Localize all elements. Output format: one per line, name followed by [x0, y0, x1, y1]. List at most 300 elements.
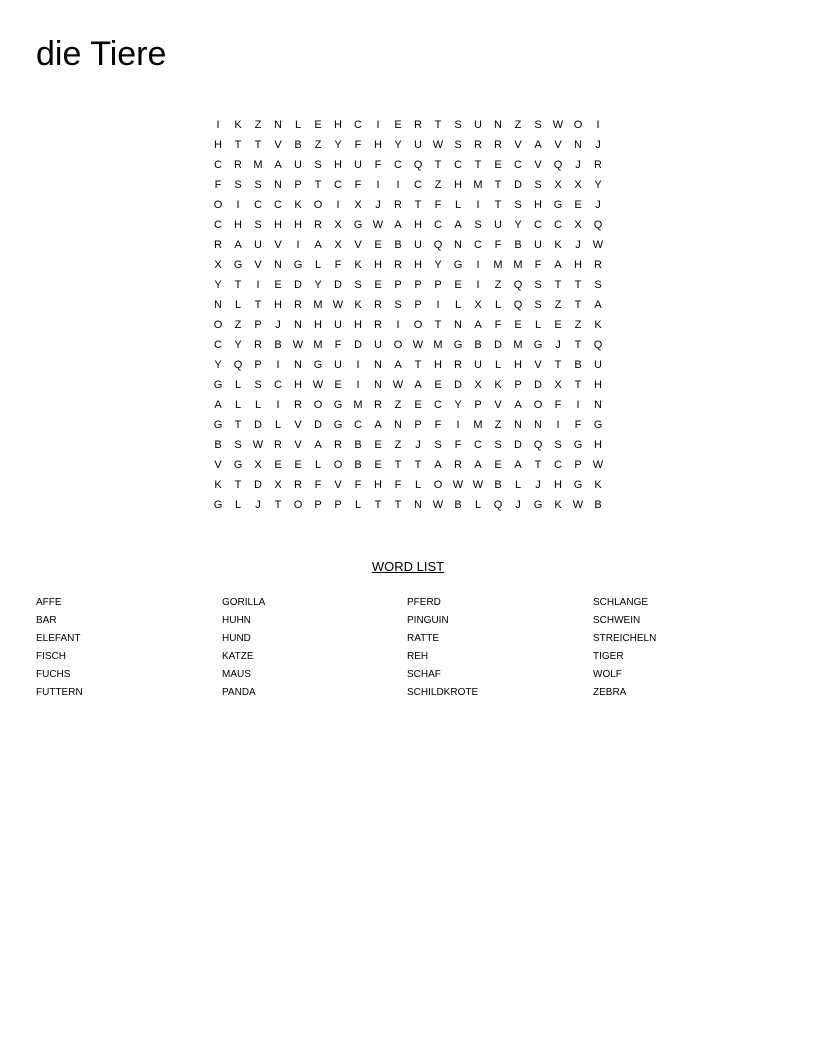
- grid-letter: H: [374, 479, 382, 491]
- grid-letter: C: [254, 199, 262, 211]
- grid-letter: L: [274, 419, 282, 431]
- grid-letter: W: [552, 119, 564, 131]
- grid-letter: H: [274, 299, 282, 311]
- grid-letter: T: [414, 459, 422, 471]
- grid-letter: B: [294, 139, 302, 151]
- grid-letter: Z: [254, 119, 262, 131]
- grid-letter: H: [454, 179, 462, 191]
- grid-letter: D: [454, 379, 462, 391]
- grid-letter: Q: [513, 299, 523, 311]
- grid-letter: S: [394, 299, 402, 311]
- grid-letter: W: [432, 499, 444, 511]
- grid-letter: Z: [554, 299, 562, 311]
- grid-letter: L: [234, 399, 242, 411]
- grid-letter: C: [274, 379, 282, 391]
- grid-letter: L: [234, 379, 242, 391]
- grid-letter: F: [394, 479, 402, 491]
- grid-letter: A: [394, 359, 402, 371]
- word-list-item: AFFE: [36, 597, 62, 608]
- grid-letter: V: [274, 239, 282, 251]
- grid-row: [208, 255, 608, 275]
- grid-letter: Q: [553, 159, 563, 171]
- grid-letter: K: [554, 239, 562, 251]
- grid-letter: W: [572, 499, 584, 511]
- grid-letter: J: [575, 239, 581, 251]
- grid-letter: X: [274, 479, 282, 491]
- grid-letter: G: [533, 339, 543, 351]
- grid-letter: R: [474, 139, 482, 151]
- word-list-item: TIGER: [593, 651, 624, 662]
- word-list-item: HUND: [222, 633, 251, 644]
- grid-letter: U: [474, 359, 482, 371]
- grid-letter: K: [354, 259, 362, 271]
- grid-letter: W: [412, 339, 424, 351]
- grid-letter: N: [274, 259, 282, 271]
- grid-letter: M: [313, 299, 323, 311]
- grid-letter: H: [274, 219, 282, 231]
- grid-letter: T: [434, 159, 442, 171]
- grid-letter: A: [314, 239, 322, 251]
- grid-letter: G: [573, 479, 583, 491]
- word-list-item: SCHILDKROTE: [407, 687, 479, 698]
- grid-letter: T: [494, 199, 502, 211]
- grid-letter: O: [213, 199, 223, 211]
- grid-letter: S: [534, 119, 542, 131]
- grid-letter: F: [534, 259, 542, 271]
- grid-letter: U: [334, 359, 342, 371]
- grid-letter: R: [494, 139, 502, 151]
- grid-letter: K: [234, 119, 242, 131]
- grid-letter: L: [254, 399, 262, 411]
- grid-letter: O: [213, 319, 223, 331]
- grid-letter: G: [293, 259, 303, 271]
- grid-letter: L: [534, 319, 542, 331]
- grid-letter: E: [494, 159, 502, 171]
- grid-letter: B: [594, 499, 602, 511]
- grid-letter: C: [214, 339, 222, 351]
- grid-letter: W: [372, 219, 384, 231]
- grid-letter: I: [596, 119, 600, 131]
- grid-letter: H: [414, 219, 422, 231]
- grid-letter: Q: [513, 279, 523, 291]
- grid-letter: V: [534, 159, 542, 171]
- grid-letter: Q: [533, 439, 543, 451]
- grid-letter: S: [534, 279, 542, 291]
- grid-letter: W: [292, 339, 304, 351]
- grid-letter: O: [573, 119, 583, 131]
- grid-letter: F: [214, 179, 222, 191]
- grid-letter: Q: [233, 359, 243, 371]
- grid-letter: F: [374, 159, 382, 171]
- grid-letter: J: [415, 439, 421, 451]
- grid-letter: T: [494, 179, 502, 191]
- grid-letter: O: [313, 399, 323, 411]
- grid-letter: S: [454, 139, 462, 151]
- grid-row: [208, 315, 608, 335]
- grid-letter: G: [233, 259, 243, 271]
- grid-letter: M: [353, 399, 363, 411]
- grid-letter: E: [374, 239, 382, 251]
- word-list-column: [593, 594, 773, 702]
- grid-letter: X: [554, 379, 562, 391]
- grid-letter: G: [213, 419, 223, 431]
- grid-letter: H: [294, 219, 302, 231]
- grid-letter: T: [434, 319, 442, 331]
- word-list-item: FISCH: [36, 651, 66, 662]
- grid-letter: R: [394, 259, 402, 271]
- grid-letter: N: [294, 319, 302, 331]
- grid-letter: D: [334, 279, 342, 291]
- grid-letter: A: [514, 399, 522, 411]
- grid-letter: Z: [394, 399, 402, 411]
- grid-letter: E: [554, 319, 562, 331]
- grid-letter: W: [472, 479, 484, 491]
- grid-letter: O: [433, 479, 443, 491]
- grid-letter: Z: [494, 419, 502, 431]
- grid-letter: L: [514, 479, 522, 491]
- grid-letter: C: [414, 179, 422, 191]
- grid-letter: P: [254, 359, 262, 371]
- grid-letter: H: [534, 199, 542, 211]
- grid-letter: T: [254, 299, 262, 311]
- grid-letter: Z: [434, 179, 442, 191]
- grid-letter: Q: [433, 239, 443, 251]
- grid-letter: Y: [434, 259, 442, 271]
- grid-letter: D: [514, 179, 522, 191]
- grid-letter: I: [296, 239, 300, 251]
- grid-letter: V: [334, 479, 342, 491]
- grid-letter: E: [394, 119, 402, 131]
- grid-letter: C: [474, 439, 482, 451]
- grid-letter: G: [313, 359, 323, 371]
- grid-letter: I: [476, 259, 480, 271]
- grid-letter: I: [236, 199, 240, 211]
- grid-letter: I: [356, 379, 360, 391]
- grid-letter: R: [594, 159, 602, 171]
- word-list-item: BAR: [36, 615, 57, 626]
- word-list-item: ZEBRA: [593, 687, 627, 698]
- grid-letter: P: [574, 459, 582, 471]
- grid-letter: W: [392, 379, 404, 391]
- grid-letter: J: [595, 139, 601, 151]
- grid-letter: U: [494, 219, 502, 231]
- grid-letter: B: [474, 339, 482, 351]
- grid-letter: R: [414, 119, 422, 131]
- grid-letter: C: [554, 459, 562, 471]
- grid-letter: N: [214, 299, 222, 311]
- grid-letter: N: [534, 419, 542, 431]
- grid-letter: L: [234, 299, 242, 311]
- grid-letter: I: [576, 399, 580, 411]
- grid-letter: P: [474, 399, 482, 411]
- grid-letter: J: [515, 499, 521, 511]
- grid-letter: K: [294, 199, 302, 211]
- grid-letter: L: [454, 299, 462, 311]
- grid-letter: P: [434, 279, 442, 291]
- grid-letter: P: [414, 299, 422, 311]
- grid-letter: I: [396, 179, 400, 191]
- grid-letter: P: [394, 279, 402, 291]
- grid-letter: H: [314, 319, 322, 331]
- grid-letter: N: [574, 139, 582, 151]
- grid-letter: B: [514, 239, 522, 251]
- grid-letter: N: [294, 359, 302, 371]
- grid-letter: H: [434, 359, 442, 371]
- grid-letter: R: [394, 199, 402, 211]
- grid-letter: K: [214, 479, 222, 491]
- grid-letter: I: [436, 299, 440, 311]
- grid-letter: G: [533, 499, 543, 511]
- grid-letter: U: [594, 359, 602, 371]
- grid-letter: H: [294, 379, 302, 391]
- grid-letter: U: [374, 339, 382, 351]
- grid-letter: Y: [314, 279, 322, 291]
- grid-letter: F: [354, 179, 362, 191]
- grid-letter: S: [454, 119, 462, 131]
- grid-letter: M: [513, 259, 523, 271]
- grid-letter: S: [534, 179, 542, 191]
- grid-letter: N: [274, 179, 282, 191]
- grid-letter: L: [294, 119, 302, 131]
- grid-letter: G: [233, 459, 243, 471]
- grid-letter: T: [234, 139, 242, 151]
- grid-letter: Z: [514, 119, 522, 131]
- grid-letter: B: [394, 239, 402, 251]
- grid-letter: G: [213, 499, 223, 511]
- grid-letter: F: [434, 419, 442, 431]
- grid-letter: Y: [394, 139, 402, 151]
- grid-letter: G: [593, 419, 603, 431]
- grid-letter: B: [214, 439, 222, 451]
- grid-letter: V: [254, 259, 262, 271]
- grid-letter: V: [354, 239, 362, 251]
- grid-letter: T: [474, 159, 482, 171]
- grid-letter: R: [214, 239, 222, 251]
- grid-row: [208, 395, 608, 415]
- grid-letter: S: [594, 279, 602, 291]
- grid-letter: V: [534, 359, 542, 371]
- grid-letter: U: [414, 139, 422, 151]
- grid-letter: R: [374, 299, 382, 311]
- grid-letter: Y: [514, 219, 522, 231]
- word-list-item: PANDA: [222, 687, 256, 698]
- grid-letter: S: [234, 179, 242, 191]
- grid-row: [208, 175, 608, 195]
- grid-letter: X: [474, 379, 482, 391]
- grid-row: [208, 335, 608, 355]
- grid-letter: P: [414, 419, 422, 431]
- grid-letter: H: [214, 139, 222, 151]
- grid-row: [208, 295, 608, 315]
- grid-letter: Z: [234, 319, 242, 331]
- grid-letter: O: [393, 339, 403, 351]
- grid-letter: L: [354, 499, 362, 511]
- grid-letter: Q: [413, 159, 423, 171]
- grid-letter: O: [413, 319, 423, 331]
- grid-letter: N: [414, 499, 422, 511]
- grid-letter: C: [474, 239, 482, 251]
- grid-letter: M: [473, 419, 483, 431]
- grid-letter: D: [254, 419, 262, 431]
- grid-letter: T: [414, 359, 422, 371]
- grid-letter: S: [254, 179, 262, 191]
- grid-letter: H: [334, 119, 342, 131]
- grid-letter: U: [414, 239, 422, 251]
- grid-letter: N: [394, 419, 402, 431]
- grid-letter: T: [554, 359, 562, 371]
- grid-letter: T: [574, 339, 582, 351]
- grid-letter: Y: [214, 359, 222, 371]
- grid-row: [208, 455, 608, 475]
- grid-letter: N: [274, 119, 282, 131]
- word-list-item: RATTE: [407, 633, 440, 644]
- grid-letter: C: [534, 219, 542, 231]
- grid-letter: E: [434, 379, 442, 391]
- grid-letter: V: [514, 139, 522, 151]
- grid-letter: H: [594, 439, 602, 451]
- grid-letter: F: [494, 319, 502, 331]
- grid-letter: Y: [454, 399, 462, 411]
- grid-letter: O: [333, 459, 343, 471]
- grid-letter: C: [214, 219, 222, 231]
- grid-letter: A: [534, 139, 542, 151]
- grid-row: [208, 215, 608, 235]
- grid-letter: L: [314, 459, 322, 471]
- grid-letter: J: [535, 479, 541, 491]
- word-list-heading: WORD LIST: [371, 559, 445, 574]
- grid-letter: Y: [234, 339, 242, 351]
- grid-letter: C: [214, 159, 222, 171]
- grid-letter: E: [374, 279, 382, 291]
- grid-letter: R: [294, 399, 302, 411]
- grid-letter: T: [534, 459, 542, 471]
- grid-letter: B: [494, 479, 502, 491]
- grid-letter: A: [214, 399, 222, 411]
- grid-letter: T: [234, 479, 242, 491]
- grid-letter: M: [473, 179, 483, 191]
- grid-letter: E: [374, 439, 382, 451]
- grid-letter: T: [254, 139, 262, 151]
- word-list-item: MAUS: [222, 669, 251, 680]
- word-list-column: [36, 594, 216, 702]
- grid-letter: C: [334, 179, 342, 191]
- grid-letter: L: [314, 259, 322, 271]
- grid-letter: Q: [593, 219, 603, 231]
- word-list-column: [407, 594, 587, 702]
- grid-letter: S: [314, 159, 322, 171]
- grid-letter: C: [274, 199, 282, 211]
- grid-letter: J: [375, 199, 381, 211]
- grid-letter: F: [314, 479, 322, 491]
- grid-letter: U: [474, 119, 482, 131]
- grid-letter: A: [594, 299, 602, 311]
- word-list-item: SCHAF: [407, 669, 441, 680]
- grid-letter: V: [214, 459, 222, 471]
- grid-letter: C: [394, 159, 402, 171]
- grid-letter: A: [474, 319, 482, 331]
- word-list-item: FUCHS: [36, 669, 71, 680]
- grid-letter: T: [394, 459, 402, 471]
- grid-letter: M: [313, 339, 323, 351]
- grid-letter: R: [374, 399, 382, 411]
- grid-letter: B: [354, 439, 362, 451]
- grid-letter: P: [294, 179, 302, 191]
- grid-letter: G: [453, 259, 463, 271]
- grid-letter: H: [514, 359, 522, 371]
- grid-letter: E: [314, 119, 322, 131]
- grid-letter: J: [555, 339, 561, 351]
- grid-row: [208, 275, 608, 295]
- word-list-item: GORILLA: [222, 597, 266, 608]
- grid-letter: R: [294, 299, 302, 311]
- grid-letter: S: [474, 219, 482, 231]
- grid-letter: B: [574, 359, 582, 371]
- word-list-item: PFERD: [407, 597, 441, 608]
- grid-letter: C: [514, 159, 522, 171]
- grid-letter: D: [514, 439, 522, 451]
- grid-row: [208, 195, 608, 215]
- grid-letter: I: [476, 279, 480, 291]
- grid-letter: W: [252, 439, 264, 451]
- grid-letter: A: [434, 459, 442, 471]
- grid-letter: X: [574, 219, 582, 231]
- grid-letter: A: [474, 459, 482, 471]
- grid-letter: Y: [594, 179, 602, 191]
- grid-row: [208, 235, 608, 255]
- word-list-item: PINGUIN: [407, 615, 449, 626]
- word-list-column: [222, 594, 402, 702]
- grid-letter: U: [354, 159, 362, 171]
- grid-letter: A: [394, 219, 402, 231]
- word-list-item: WOLF: [593, 669, 622, 680]
- grid-letter: E: [574, 199, 582, 211]
- grid-letter: R: [254, 339, 262, 351]
- grid-letter: A: [234, 239, 242, 251]
- grid-letter: B: [454, 499, 462, 511]
- grid-letter: J: [575, 159, 581, 171]
- grid-letter: E: [274, 459, 282, 471]
- grid-letter: S: [434, 439, 442, 451]
- grid-letter: I: [476, 199, 480, 211]
- grid-letter: I: [376, 119, 380, 131]
- grid-letter: F: [334, 339, 342, 351]
- grid-letter: D: [354, 339, 362, 351]
- grid-letter: R: [294, 479, 302, 491]
- grid-letter: X: [574, 179, 582, 191]
- grid-letter: V: [274, 139, 282, 151]
- grid-letter: L: [494, 299, 502, 311]
- grid-letter: U: [334, 319, 342, 331]
- grid-letter: D: [254, 479, 262, 491]
- grid-row: [208, 475, 608, 495]
- grid-letter: T: [434, 119, 442, 131]
- grid-letter: G: [353, 219, 363, 231]
- grid-letter: J: [255, 499, 261, 511]
- grid-letter: P: [314, 499, 322, 511]
- grid-letter: N: [374, 359, 382, 371]
- grid-letter: K: [494, 379, 502, 391]
- grid-letter: T: [394, 499, 402, 511]
- grid-letter: Z: [574, 319, 582, 331]
- grid-row: [208, 415, 608, 435]
- grid-letter: F: [454, 439, 462, 451]
- grid-letter: T: [574, 279, 582, 291]
- grid-letter: E: [514, 319, 522, 331]
- grid-letter: G: [453, 339, 463, 351]
- grid-letter: N: [454, 239, 462, 251]
- word-list-item: STREICHELN: [593, 633, 657, 644]
- grid-letter: E: [414, 399, 422, 411]
